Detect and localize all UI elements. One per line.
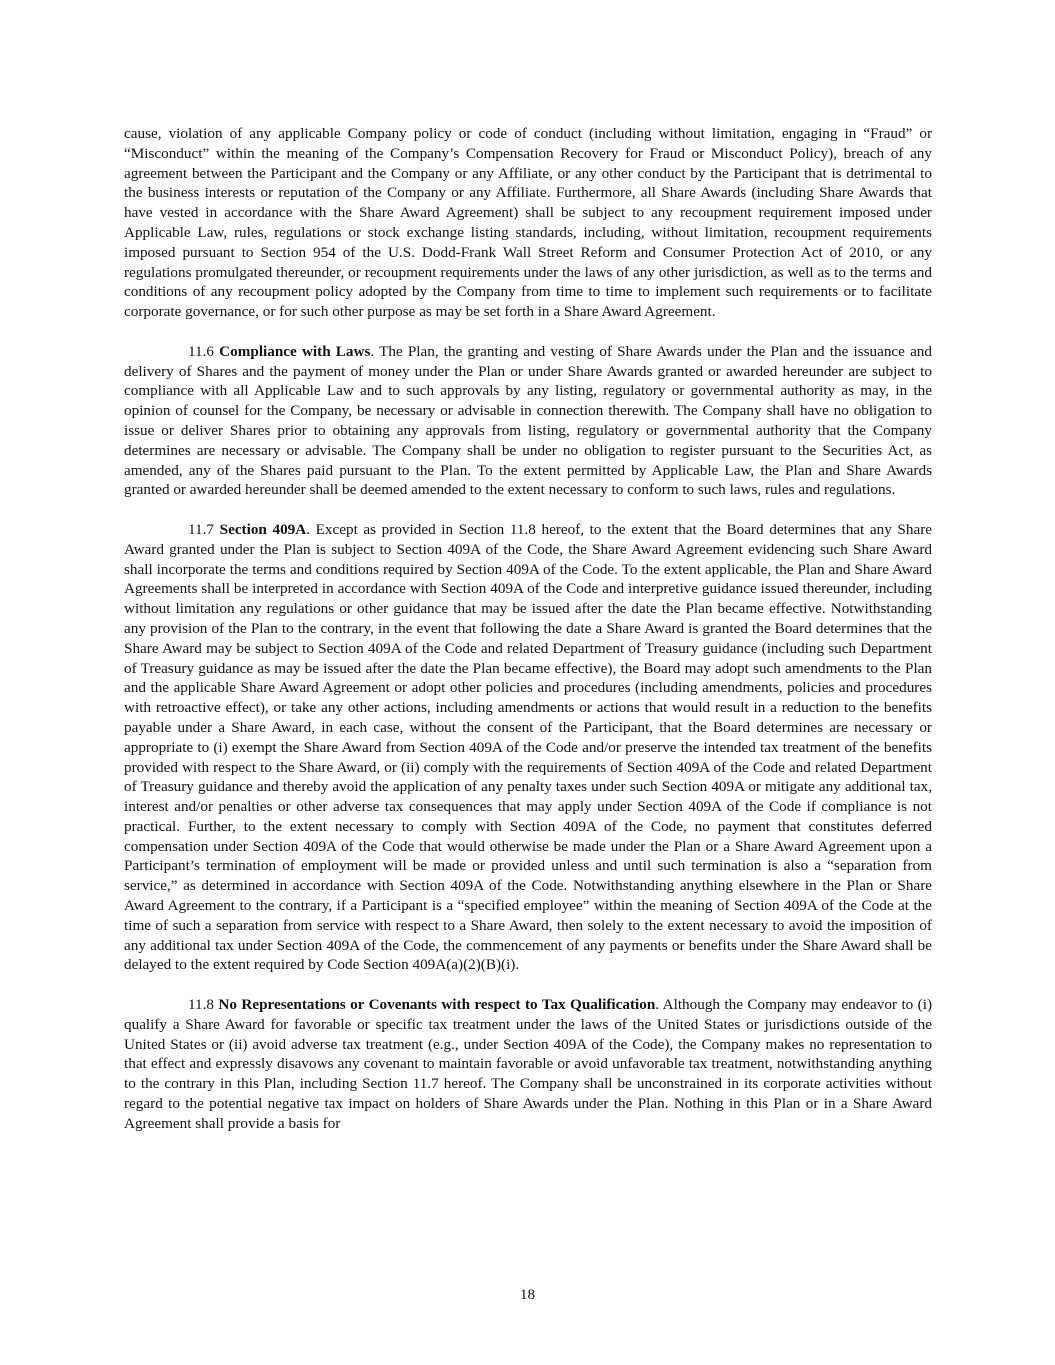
section-11-6-paragraph [124, 342, 932, 500]
section-heading: Section 409A [219, 520, 307, 538]
section-number: 11.7 [188, 520, 215, 538]
page-number: 18 [519, 1286, 536, 1303]
section-number: 11.8 [188, 996, 215, 1014]
section-number: 11.6 [188, 342, 215, 360]
section-body: . Although the Company may endeavor to (i) qualify a Share Award for favorable or specific tax treatment under the laws of the United States or jurisdictions outside of the United States or (ii) avoid adverse tax treatment (e.g., under Section 409A of the Code), the Company makes no representation to that effect and expressly disavows any covenant to maintain favorable or avoid unfavorable tax treatment, notwithstanding anything to the contrary in this Plan, including Section 11.7 hereof. The Company shall be unconstrained in its corporate activities without regard to the potential negative tax impact on holders of Share Awards under the Plan. Nothing in this Plan or in a Share Award Agreement shall provide a basis for [124, 996, 932, 1132]
section-body: . Except as provided in Section 11.8 hereof, to the extent that the Board determines that any Share Award granted under the Plan is subject to Section 409A of the Code, the Share Award Agreement evidencing such Share Award shall incorporate the terms and conditions required by Section 409A of the Code. To the extent applicable, the Plan and Share Award Agreements shall be interpreted in accordance with Section 409A of the Code and interpretive guidance issued thereunder, including without limitation any regulations or other guidance that may be issued after the date the Plan became effective. Notwithstanding any provision of the Plan to the contrary, in the event that following the date a Share Award is granted the Board determines that the Share Award may be subject to Section 409A of the Code and related Department of Treasury guidance (including such Department of Treasury guidance as may be issued after the date the Plan became effective), the Board may adopt such amendments to the Plan and the applicable Share Award Agreement or adopt other policies and procedures (including amendments, policies and procedures with retroactive effect), or take any other actions, including amendments or actions that would result in a reduction to the benefits payable under a Share Award, in each case, without the consent of the Participant, that the Board determines are necessary or appropriate to (i) exempt the Share Award from Section 409A of the Code and/or preserve the intended tax treatment of the benefits provided with respect to the Share Award, or (ii) comply with the requirements of Section 409A of the Code and related Department of Treasury guidance and thereby avoid the application of any penalty taxes under such Section 409A or mitigate any additional tax, interest and/or penalties or other adverse tax consequences that may apply under Section 409A of the Code if compliance is not practical. Further, to the extent necessary to comply with Section 409A of the Code, no payment that constitutes deferred compensation under Section 409A of the Code that would otherwise be made under the Plan or a Share Award Agreement upon a Participant’s termination of employment will be made or provided unless and until such termination is also a “separation from service,” as determined in accordance with Section 409A of the Code. Notwithstanding anything elsewhere in the Plan or Share Award Agreement to the contrary, if a Participant is a “specified employee” within the meaning of Section 409A of the Code at the time of such a separation from service with respect to a Share Award, then solely to the extent necessary to avoid the imposition of any additional tax under Section 409A of the Code, the commencement of any payments or benefits under the Share Award shall be delayed to the extent required by Code Section 409A(a)(2)(B)(i). [124, 520, 932, 974]
section-heading: No Representations or Covenants with respect to Tax Qualification [218, 996, 656, 1014]
continuation-paragraph: cause, violation of any applicable Company policy or code of conduct (including without limitation, engaging in “Fraud” or “Misconduct” within the meaning of the Company’s Compensation Recovery for Fraud or Misconduct Policy), breach of any agreement between the Participant and the Company or any Affiliate, or any other conduct by the Participant that is detrimental to the business interests or reputation of the Company or any Affiliate. Furthermore, all Share Awards (including Share Awards that have vested in accordance with the Share Award Agreement) shall be subject to any recoupment requirement imposed under Applicable Law, rules, regulations or stock exchange listing standards, including, without limitation, recoupment requirements imposed pursuant to Section 954 of the U.S. Dodd-Frank Wall Street Reform and Consumer Protection Act of 2010, or any regulations promulgated thereunder, or recoupment requirements under the laws of any other jurisdiction, as well as to the terms and conditions of any recoupment policy adopted by the Company from time to time to implement such requirements or to facilitate corporate governance, or for such other purpose as may be set forth in a Share Award Agreement. [124, 125, 932, 321]
section-body: . The Plan, the granting and vesting of Share Awards under the Plan and the issuance and delivery of Shares and the payment of money under the Plan or under Share Awards granted or awarded hereunder are subject to compliance with all Applicable Law and to such approvals by any listing, regulatory or governmental authority as may, in the opinion of counsel for the Company, be necessary or advisable in connection therewith. The Company shall have no obligation to issue or deliver Shares prior to obtaining any approvals from listing, regulatory or governmental authority that the Company determines are necessary or advisable. The Company shall be under no obligation to register pursuant to the Securities Act, as amended, any of the Shares paid pursuant to the Plan. To the extent permitted by Applicable Law, the Plan and Share Awards granted or awarded hereunder shall be deemed amended to the extent necessary to conform to such laws, rules and regulations. [124, 342, 932, 499]
section-11-8-paragraph [124, 995, 932, 1134]
section-11-7-paragraph [124, 520, 932, 975]
document-page [124, 124, 932, 1153]
section-heading: Compliance with Laws [219, 342, 371, 360]
